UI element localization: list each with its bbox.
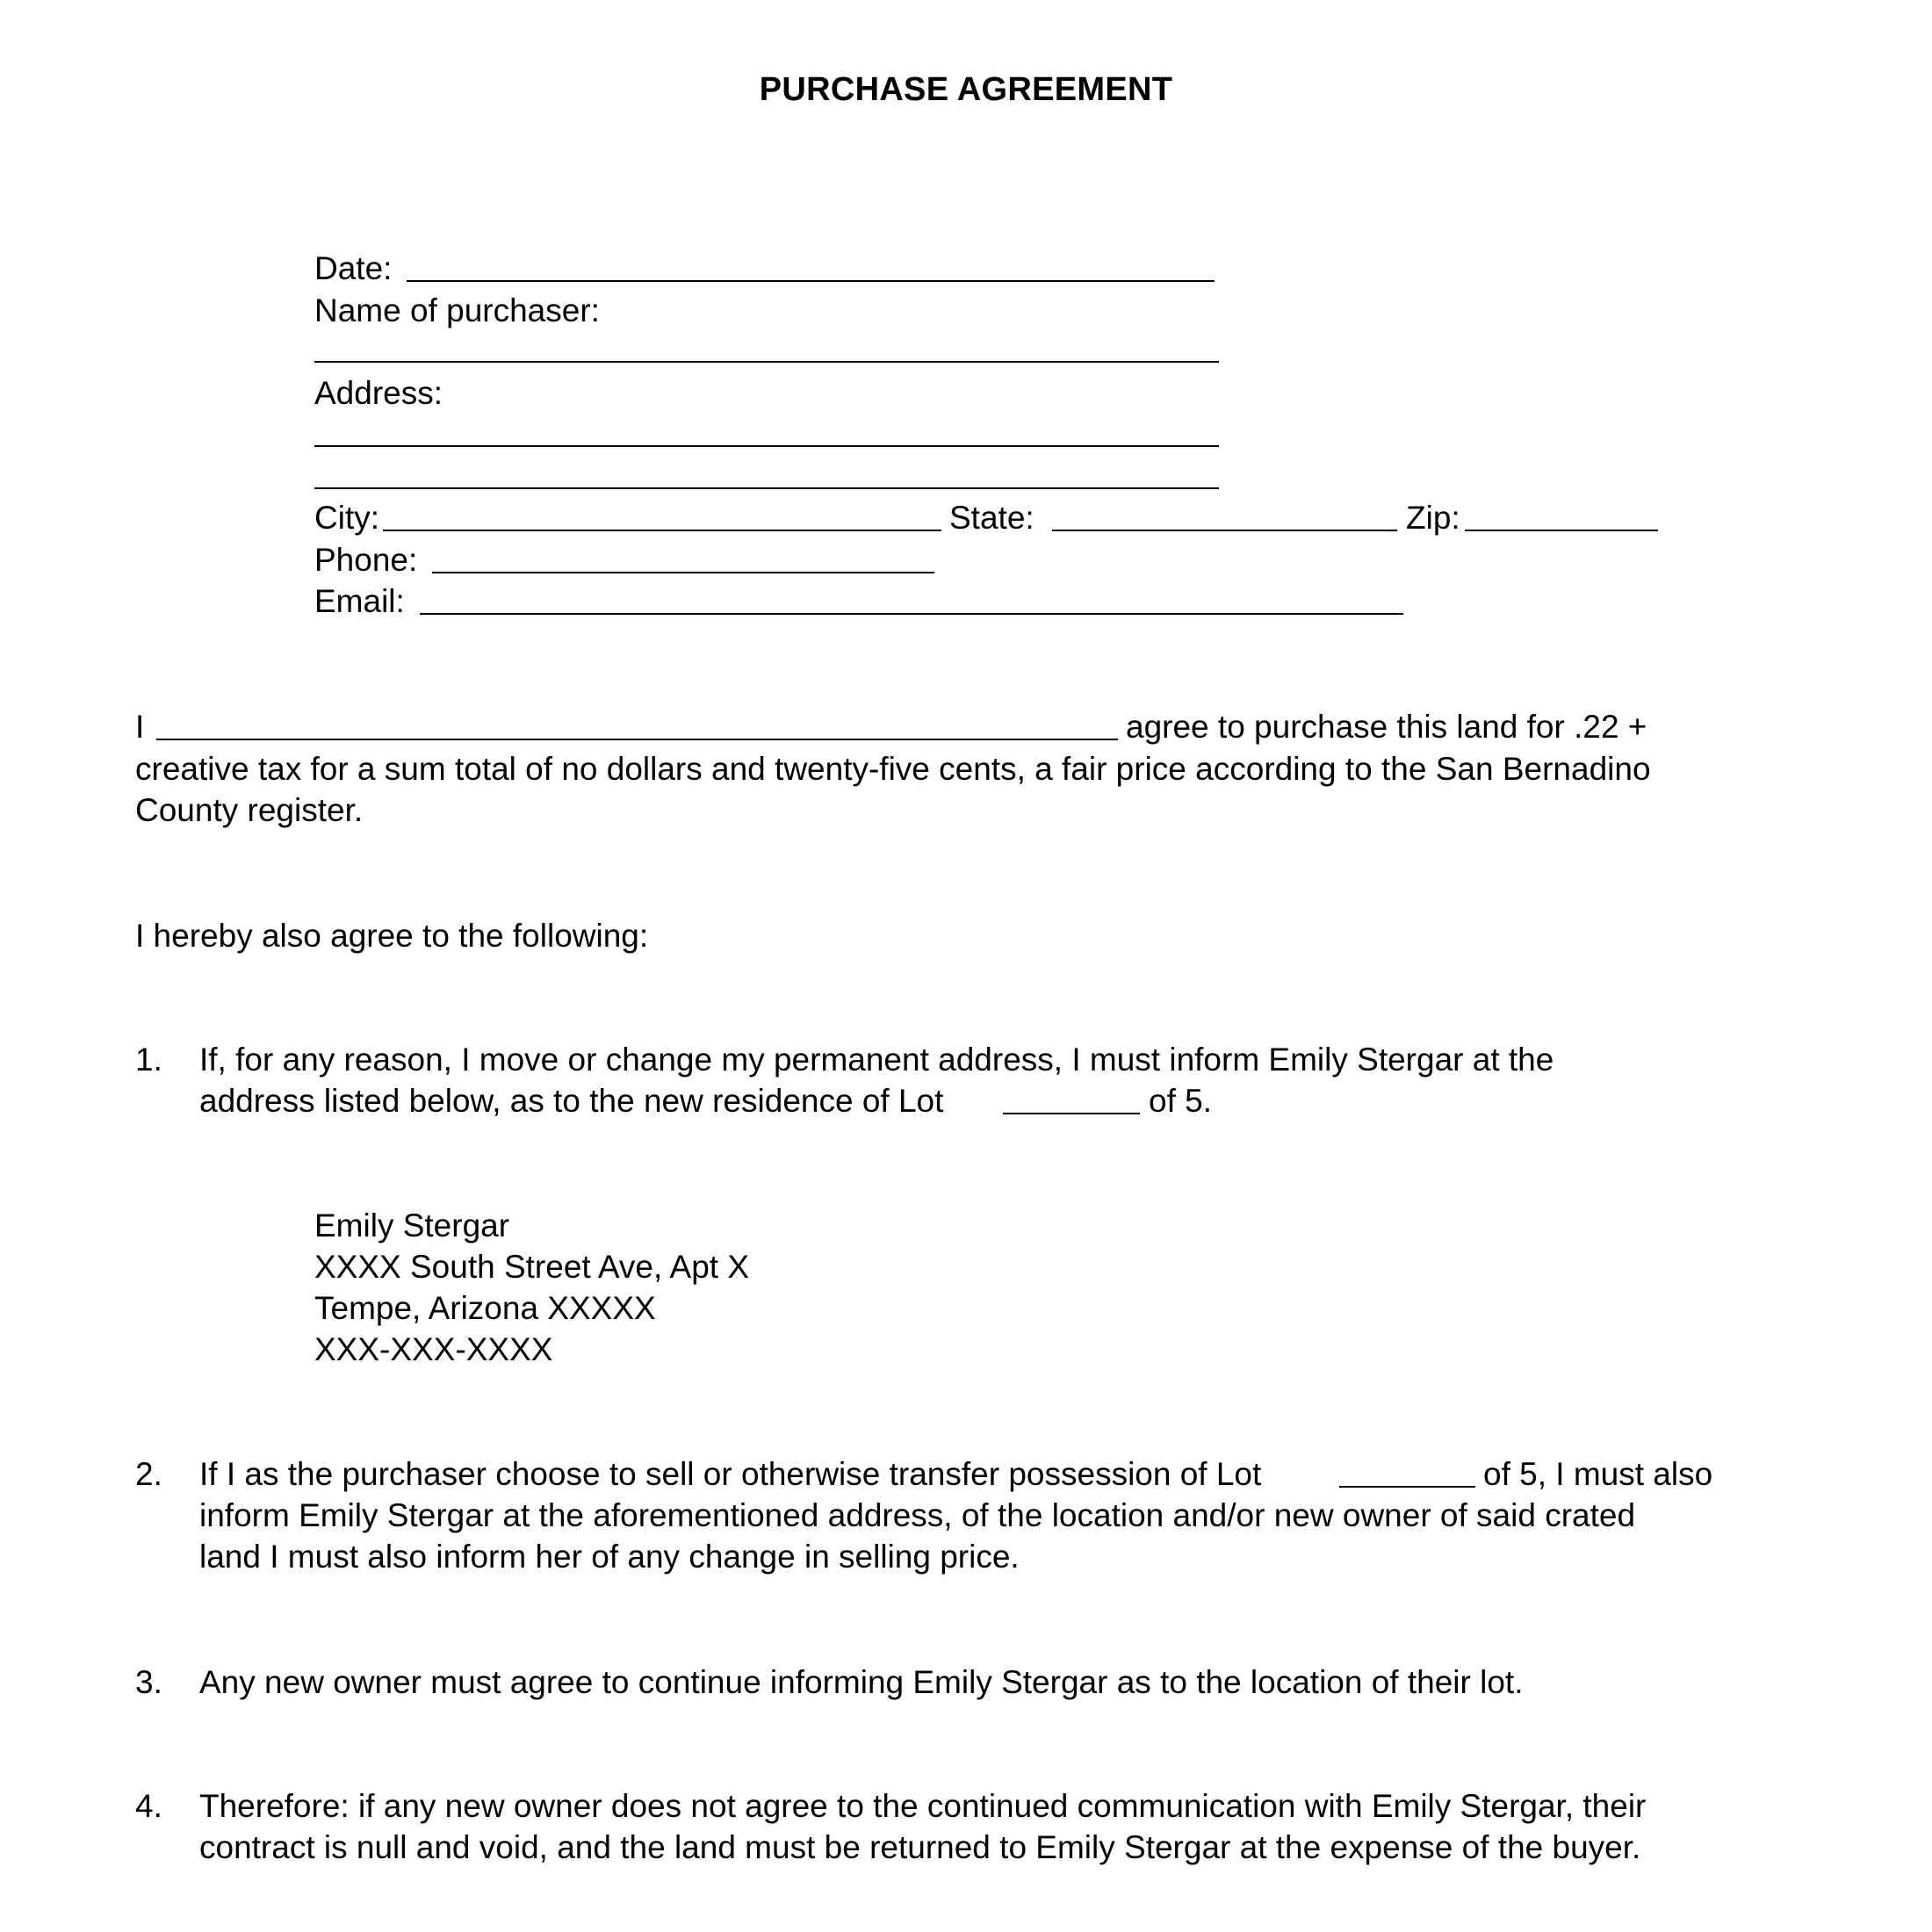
date-field[interactable] [314,248,1219,289]
name-blank[interactable] [314,328,1219,370]
zip-label: Zip: [1406,500,1460,536]
intro-text: I hereby also agree to the following: [135,918,649,954]
contact-street: XXXX South Street Ave, Apt X [314,1249,750,1285]
item-3-line-1: Any new owner must agree to continue informing Emily Stergar as to the location of their lot. [199,1664,1524,1700]
purchaser-name-blank[interactable] [156,739,1118,740]
date-blank[interactable] [407,280,1215,282]
item-1-number: 1. [135,1042,162,1078]
lot-number-blank-1[interactable] [1003,1113,1140,1114]
email-blank[interactable] [420,613,1403,615]
date-label: Date: [314,250,393,286]
state-blank[interactable] [1052,530,1397,531]
city-state-zip-row [314,497,1658,538]
contact-name: Emily Stergar [314,1208,510,1244]
item-2-text: If I as the purchaser choose to sell or otherwise transfer possession of Lot [199,1456,1262,1492]
agreement-line-3: County register. [135,792,364,828]
phone-blank[interactable] [432,572,934,573]
item-1-line-2 [199,1080,1341,1122]
item-3-number: 3. [135,1664,162,1700]
city-blank[interactable] [383,530,941,531]
phone-field [314,539,1193,580]
phone-label: Phone: [314,542,418,578]
address-blank-1[interactable] [314,413,1219,454]
item-4-line-2: contract is null and void, and the land must be returned to Emily Stergar at the expense of the buyer. [199,1829,1641,1865]
item-4-number: 4. [135,1788,162,1824]
item-2-line-3: land I must also inform her of any change in selling price. [199,1539,1020,1575]
item-2-text-end: of 5, I must also [1483,1456,1713,1492]
name-label: Name of purchaser: [314,292,600,328]
item-2-line-2: inform Emily Stergar at the aforementioned address, of the location and/or new owner of said crated [199,1497,1636,1533]
address-blank-2[interactable] [314,455,1219,496]
item-1-text-end: of 5. [1149,1083,1212,1119]
item-1-text: address listed below, as to the new residence of Lot [199,1083,944,1119]
city-label: City: [314,500,379,536]
address-label: Address: [314,375,443,411]
email-field [314,580,1412,622]
agreement-suffix: agree to purchase this land for .22 + [1126,709,1647,745]
item-4-line-1: Therefore: if any new owner does not agree to the continued communication with Emily Stergar, their [199,1788,1647,1824]
item-1-line-1: If, for any reason, I move or change my permanent address, I must inform Emily Stergar at the [199,1042,1554,1078]
zip-blank[interactable] [1465,530,1658,531]
item-2-number: 2. [135,1456,162,1492]
agreement-line-1 [135,706,1804,748]
item-2-line-1 [199,1453,1780,1496]
document-title: PURCHASE AGREEMENT [759,71,1173,108]
state-label: State: [949,500,1034,536]
agreement-prefix: I [135,709,145,745]
contact-phone: XXX-XXX-XXXX [314,1331,553,1367]
email-label: Email: [314,583,405,619]
contact-city: Tempe, Arizona XXXXX [314,1290,656,1326]
lot-number-blank-2[interactable] [1339,1486,1475,1488]
agreement-line-2: creative tax for a sum total of no dollars and twenty-five cents, a fair price according to the San Bernadino [135,751,1651,787]
